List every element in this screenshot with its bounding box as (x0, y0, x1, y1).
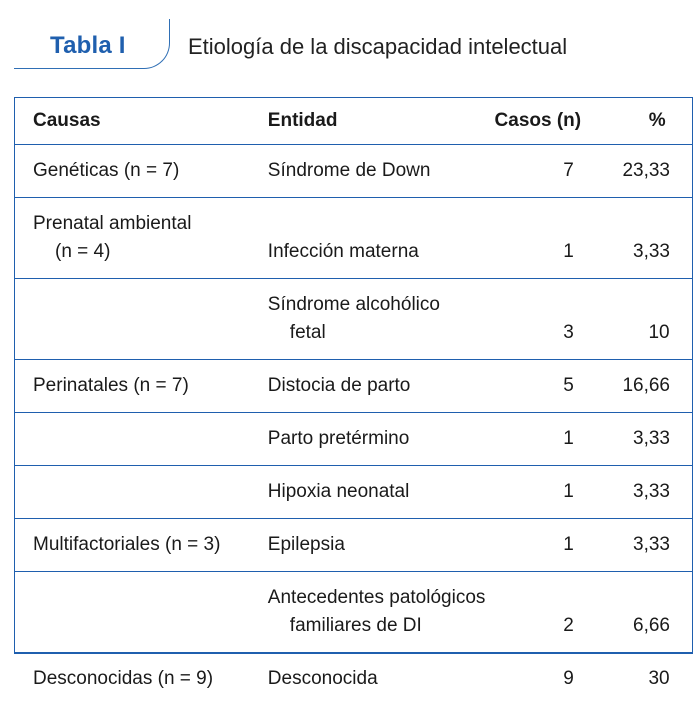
cases-cell (495, 145, 623, 198)
cases-value: 3 (515, 319, 623, 347)
table-header-row (15, 98, 692, 145)
percent-cell (622, 145, 692, 198)
cases-value: 2 (515, 612, 623, 640)
entity-cell (268, 466, 495, 519)
cases-value: 1 (515, 531, 623, 559)
entity-cell (268, 279, 495, 360)
percent-value: 3,33 (622, 531, 670, 559)
cases-cell (495, 360, 623, 413)
cause-cell (15, 198, 268, 279)
cause-text: Prenatal ambiental (33, 210, 268, 238)
percent-cell (622, 653, 692, 705)
cause-cell (15, 572, 268, 653)
entity-text: Distocia de parto (268, 372, 495, 400)
cause-text: Multifactoriales (n = 3) (33, 531, 268, 559)
percent-value: 23,33 (622, 157, 670, 185)
table-caption: Etiología de la discapacidad intelectual (188, 34, 567, 60)
entity-cell (268, 360, 495, 413)
percent-cell (622, 198, 692, 279)
cases-cell (495, 466, 623, 519)
cases-value: 7 (515, 157, 623, 185)
percent-value: 3,33 (622, 478, 670, 506)
column-header-percent: % (622, 98, 692, 145)
percent-value: 3,33 (622, 425, 670, 453)
cases-cell (495, 653, 623, 705)
column-header-causes: Causas (15, 98, 268, 145)
table-row (15, 413, 692, 466)
entity-text: Síndrome alcohólico (268, 291, 495, 319)
cause-cell (15, 279, 268, 360)
entity-text-cont: familiares de DI (268, 612, 495, 640)
cause-text: Genéticas (n = 7) (33, 157, 268, 185)
cases-value: 1 (515, 478, 623, 506)
entity-cell (268, 653, 495, 705)
percent-cell (622, 519, 692, 572)
entity-text: Antecedentes patológicos (268, 584, 495, 612)
entity-text: Hipoxia neonatal (268, 478, 495, 506)
percent-cell (622, 360, 692, 413)
table-row (15, 572, 692, 653)
entity-cell (268, 413, 495, 466)
table-row (15, 198, 692, 279)
table-row (15, 360, 692, 413)
cases-value: 1 (515, 238, 623, 266)
cases-cell (495, 279, 623, 360)
cases-value: 9 (515, 665, 623, 693)
table-row (15, 279, 692, 360)
entity-text-cont: fetal (268, 319, 495, 347)
column-header-entity: Entidad (268, 98, 495, 145)
cases-value: 1 (515, 425, 623, 453)
cases-cell (495, 519, 623, 572)
cases-cell (495, 413, 623, 466)
cause-cell (15, 360, 268, 413)
percent-value: 3,33 (622, 238, 670, 266)
cause-text: Perinatales (n = 7) (33, 372, 268, 400)
entity-text: Desconocida (268, 665, 495, 693)
cases-cell (495, 572, 623, 653)
entity-cell (268, 145, 495, 198)
table-row (15, 519, 692, 572)
table-row (15, 145, 692, 198)
percent-value: 16,66 (622, 372, 670, 400)
cause-text: Desconocidas (n = 9) (33, 665, 268, 693)
entity-text: Epilepsia (268, 531, 495, 559)
percent-cell (622, 279, 692, 360)
entity-text: Síndrome de Down (268, 157, 495, 185)
percent-value: 10 (648, 319, 670, 347)
percent-cell (622, 413, 692, 466)
cause-cell (15, 653, 268, 705)
cause-text-cont: (n = 4) (33, 238, 268, 266)
table-row (15, 466, 692, 519)
etiology-table (14, 97, 693, 654)
table-row (15, 653, 692, 705)
entity-text-cont: Infección materna (268, 238, 495, 266)
cases-value: 5 (515, 372, 623, 400)
entity-cell (268, 519, 495, 572)
percent-value: 6,66 (622, 612, 670, 640)
column-header-cases: Casos (n) (495, 98, 623, 145)
entity-text: Parto pretérmino (268, 425, 495, 453)
percent-value: 30 (648, 665, 670, 693)
cause-cell (15, 466, 268, 519)
entity-cell (268, 572, 495, 653)
entity-cell (268, 198, 495, 279)
cause-cell (15, 519, 268, 572)
cases-cell (495, 198, 623, 279)
percent-cell (622, 572, 692, 653)
table-number-label: Tabla I (50, 32, 126, 60)
percent-cell (622, 466, 692, 519)
cause-cell (15, 413, 268, 466)
cause-cell (15, 145, 268, 198)
